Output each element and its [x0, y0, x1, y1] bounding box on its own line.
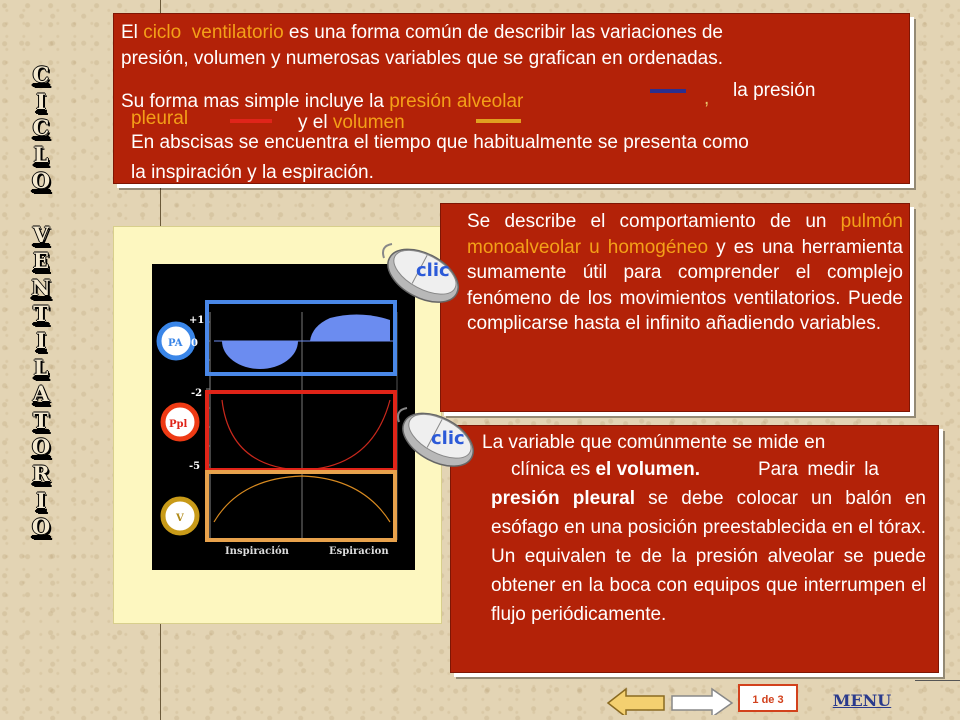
clic-button-1[interactable]: [378, 238, 470, 310]
tick-label: -2: [191, 388, 203, 399]
term-el-volumen: el volumen.: [595, 459, 701, 480]
text: y el: [298, 112, 333, 133]
ppl-curve: [222, 400, 390, 470]
measure-line-1: La variable que comúnmente se mide en: [482, 432, 826, 453]
comma: ,: [704, 88, 710, 109]
title-letter: C: [32, 115, 50, 141]
text: Su forma mas simple incluye la: [121, 91, 390, 112]
term-volumen: volumen: [332, 112, 405, 133]
pa-expiration-lobe: [310, 314, 390, 341]
title-letter: L: [33, 141, 49, 167]
text: se debe colocar un balón en esófago en una posición preestablecida en el tórax. Un equivalen te de la presión alveolar se puede obtener en la boca con equipos que interrumpen el flujo periódicamente.: [491, 488, 926, 625]
term-pleural: pleural: [131, 108, 189, 129]
term-ciclo: ciclo: [143, 22, 182, 43]
page-indicator: 1 de 3: [738, 684, 798, 712]
title-letter: I: [36, 327, 46, 353]
clic-label: clic: [416, 260, 450, 281]
text: El: [121, 22, 144, 43]
description-panel: [440, 203, 910, 412]
tick-label: 0: [191, 338, 198, 349]
measure-line-2: [511, 459, 700, 481]
description-text: [467, 209, 903, 337]
x-label-espiracion: Espiracion: [329, 546, 389, 557]
volume-highlight-box: [207, 472, 395, 540]
title-letter: I: [36, 487, 46, 513]
intro-line-5: En abscisas se encuentra el tiempo que habitualmente se presenta como: [131, 132, 749, 153]
prev-arrow-icon[interactable]: [606, 687, 668, 715]
text: Se describe el comportamiento de un: [467, 211, 841, 232]
title-letter: O: [31, 168, 51, 194]
measurement-panel: [450, 425, 939, 673]
title-letter: N: [31, 274, 51, 300]
ppl-label: Ppl: [169, 419, 188, 430]
title-letter: T: [33, 301, 49, 327]
title-letter: V: [32, 221, 50, 247]
title-letter: E: [32, 248, 49, 274]
divider: [915, 680, 960, 681]
title-letter: O: [31, 434, 51, 460]
term-ventilatorio: ventilatorio: [191, 22, 284, 43]
measure-text: [491, 484, 926, 629]
menu-link[interactable]: MENU: [832, 691, 892, 710]
pa-inspiration-lobe: [222, 341, 298, 369]
ppl-highlight-box: [207, 392, 395, 470]
term-presion-pleural: presión pleural: [491, 488, 636, 509]
title-letter: T: [33, 407, 49, 433]
text: y es una herramienta sumamente útil para comprender el complejo fenómeno de los movimientos ventilatorios. Puede complicarse hasta el infinito añadiendo variables.: [467, 236, 903, 334]
clic-button-2[interactable]: [393, 402, 485, 474]
title-letter: C: [32, 62, 50, 87]
title-letter: O: [31, 514, 51, 540]
tick-label: +1: [189, 315, 205, 326]
tick-label: -5: [189, 461, 201, 472]
x-label-inspiracion: Inspiración: [225, 546, 289, 557]
clic-label: clic: [431, 428, 465, 449]
next-arrow-icon[interactable]: [670, 687, 736, 715]
intro-line-2: presión, volumen y numerosas variables que se grafican en ordenadas.: [121, 48, 724, 69]
term-presion-alveolar: presión alveolar: [389, 91, 524, 112]
title-letter: A: [32, 381, 50, 407]
title-letter: I: [36, 88, 46, 114]
title-letter: L: [33, 354, 49, 380]
title-letter: R: [32, 460, 50, 486]
volume-label: V: [176, 513, 184, 524]
pa-label: PA: [168, 338, 183, 349]
measure-line-2b: Para medir la: [758, 459, 879, 480]
intro-line-3b: la presión: [733, 80, 816, 101]
text: clínica es: [511, 459, 596, 480]
text: es una forma común de describir las variaciones de: [283, 22, 723, 43]
term-pulmon-monoalveolar: pulmón monoalveolar u homogéneo: [467, 211, 903, 258]
intro-line-6: la inspiración y la espiración.: [131, 162, 374, 183]
